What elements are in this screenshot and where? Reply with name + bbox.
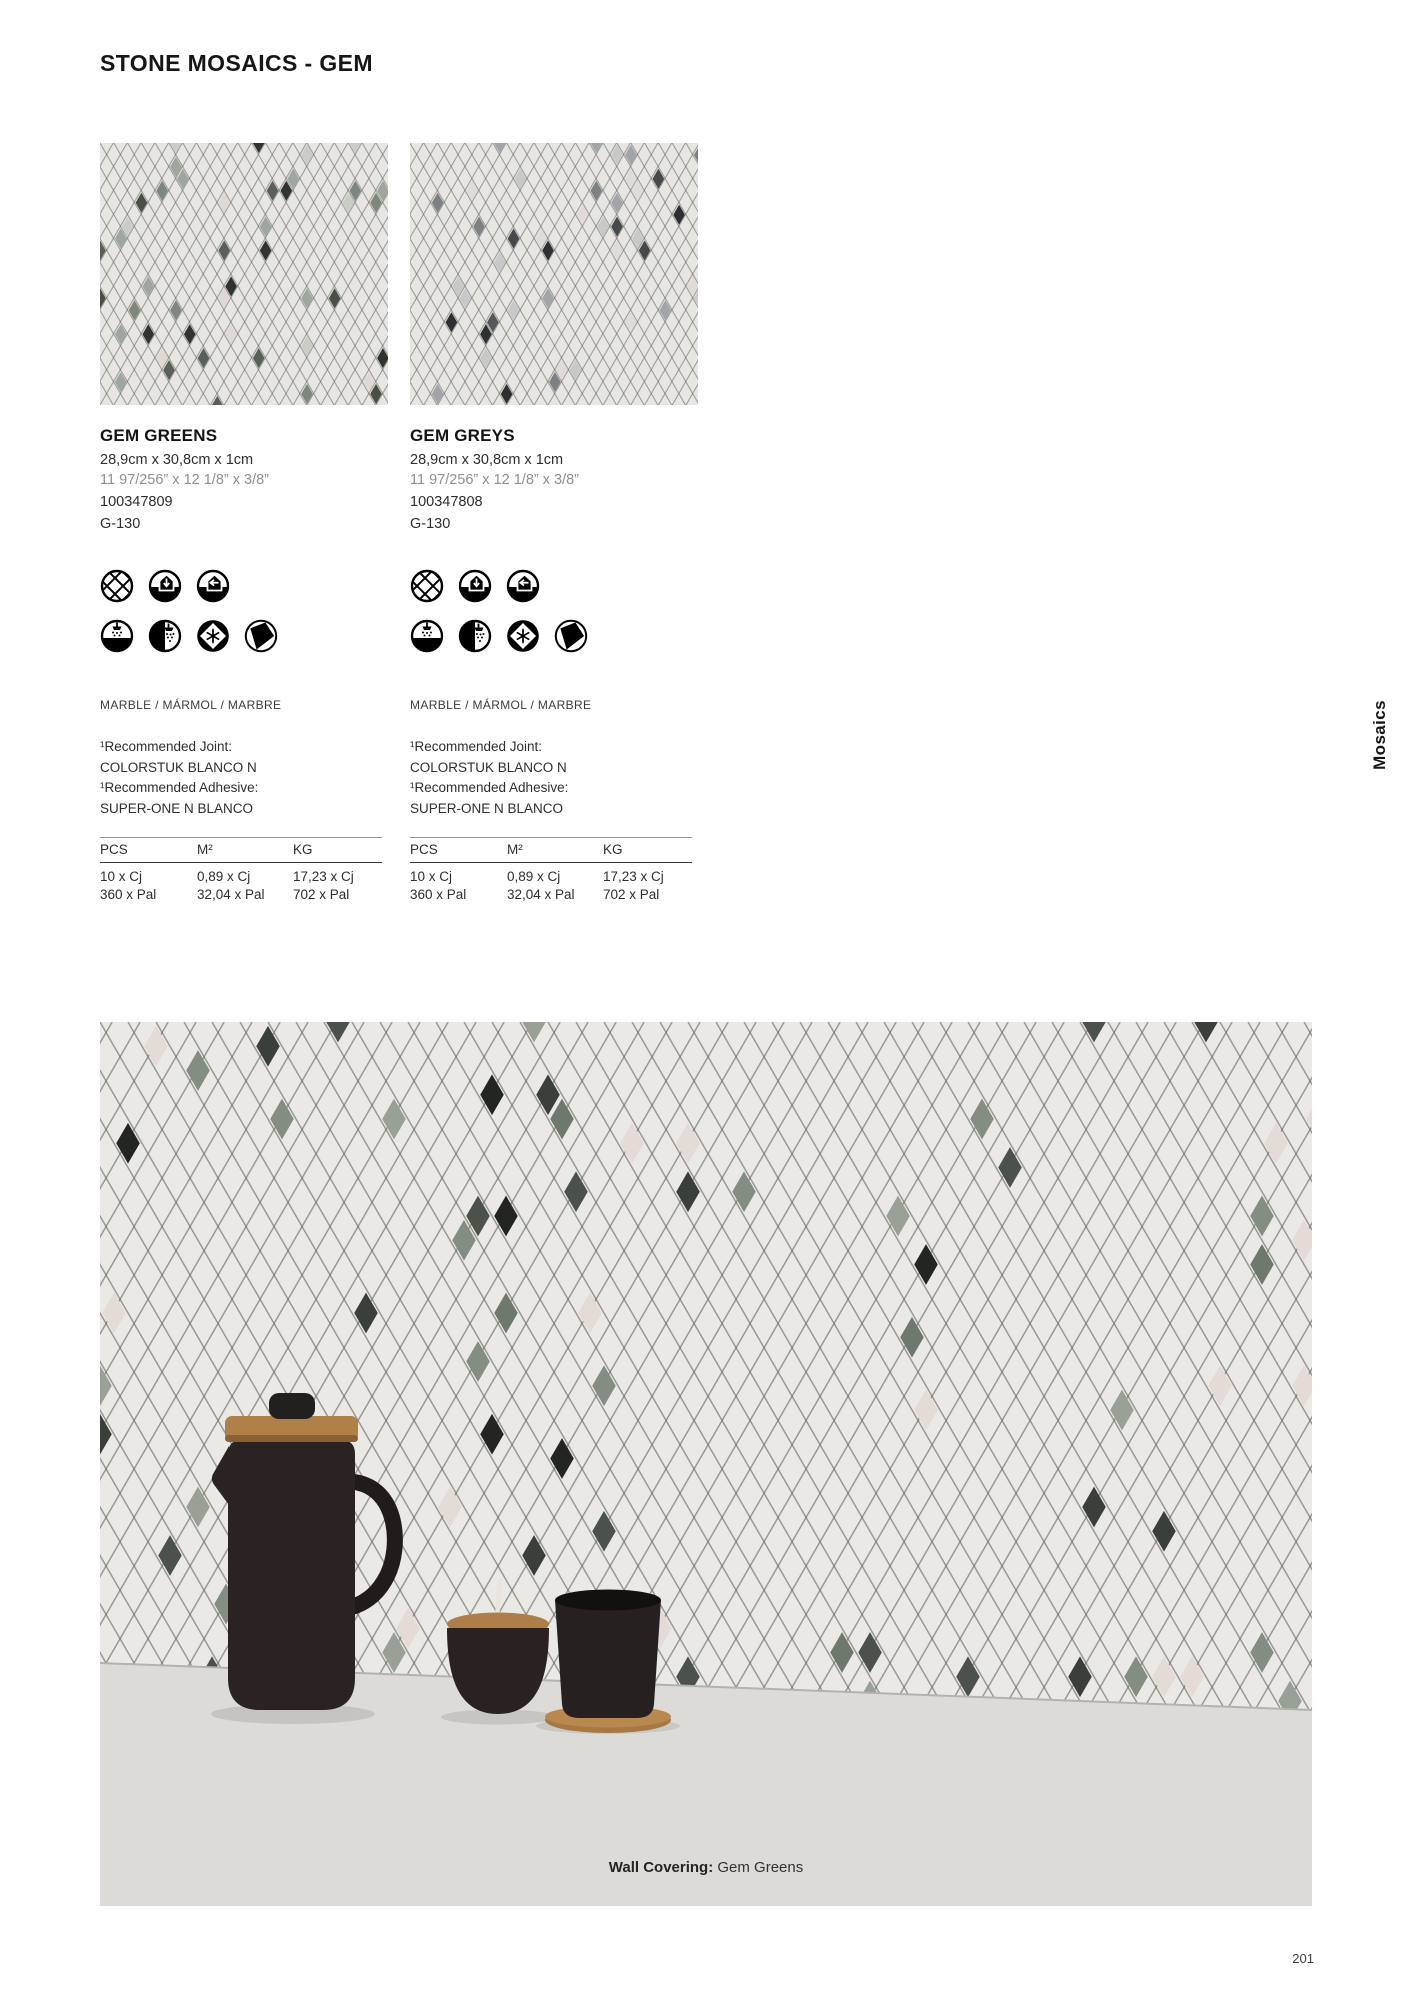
- packing-col-m2: M²: [197, 838, 293, 863]
- table-row: 360 x Pal 32,04 x Pal 702 x Pal: [410, 887, 660, 902]
- product-installation-info: [100, 737, 258, 819]
- packing-col-pcs: PCS: [410, 838, 507, 863]
- page-title: STONE MOSAICS - GEM: [100, 50, 373, 76]
- mesh-icon: [410, 569, 444, 603]
- packing-col-kg: KG: [293, 838, 382, 863]
- product-icon-row-2: [100, 619, 278, 653]
- bathroom-icon: [410, 619, 444, 653]
- table-row: 10 x Cj 0,89 x Cj 17,23 x Cj: [410, 869, 664, 884]
- product-card-gem-greys: [410, 143, 702, 1143]
- adhesive-label: ¹Recommended Adhesive:: [100, 780, 259, 795]
- interior-floor-icon: [458, 569, 492, 603]
- product-icon-row-1: [410, 569, 540, 603]
- product-price-group: G-130: [410, 516, 451, 532]
- french-press-lid-edge: [225, 1435, 358, 1442]
- product-swatch-image: [100, 143, 388, 405]
- product-installation-info: [410, 737, 568, 819]
- product-size-imperial: 11 97/256” x 12 1/8” x 3/8”: [410, 472, 580, 488]
- page-number: 201: [1292, 1951, 1314, 1966]
- photo-caption-label: Wall Covering:: [608, 1859, 714, 1876]
- product-name: GEM GREYS: [410, 426, 515, 445]
- product-icon-row-2: [410, 619, 588, 653]
- shower-icon: [148, 619, 182, 653]
- frost-resistant-icon: [506, 619, 540, 653]
- packing-table: [100, 837, 382, 904]
- packing-col-pcs: PCS: [100, 838, 197, 863]
- bathroom-icon: [100, 619, 134, 653]
- vessel-body: [555, 1600, 661, 1718]
- product-swatch-image: [410, 143, 698, 405]
- table-row: 360 x Pal 32,04 x Pal 702 x Pal: [100, 887, 350, 902]
- product-name: GEM GREENS: [100, 426, 218, 445]
- adhesive-label: ¹Recommended Adhesive:: [410, 780, 569, 795]
- interior-wall-icon: [196, 569, 230, 603]
- product-size-metric: 28,9cm x 30,8cm x 1cm: [410, 452, 564, 468]
- section-tab-mosaics: Mosaics: [1370, 700, 1389, 770]
- packing-table: [410, 837, 692, 904]
- product-icon-row-1: [100, 569, 230, 603]
- packing-table-header-row: [100, 838, 382, 863]
- photo-caption: [100, 1859, 1312, 1876]
- french-press-knob: [269, 1393, 315, 1419]
- frost-resistant-icon: [196, 619, 230, 653]
- product-size-metric: 28,9cm x 30,8cm x 1cm: [100, 452, 254, 468]
- rhombus-piece-icon: [554, 619, 588, 653]
- vessel-opening: [555, 1590, 661, 1611]
- product-material: MARBLE / MÁRMOL / MARBRE: [100, 698, 282, 712]
- joint-label: ¹Recommended Joint:: [410, 739, 543, 754]
- product-sku: 100347808: [410, 494, 483, 510]
- product-card-gem-greens: [100, 143, 392, 1143]
- adhesive-value: SUPER-ONE N BLANCO: [100, 800, 254, 816]
- adhesive-value: SUPER-ONE N BLANCO: [410, 800, 564, 816]
- joint-label: ¹Recommended Joint:: [100, 739, 233, 754]
- product-size-imperial: 11 97/256” x 12 1/8” x 3/8”: [100, 472, 270, 488]
- interior-wall-icon: [506, 569, 540, 603]
- packing-col-kg: KG: [603, 838, 692, 863]
- product-price-group: G-130: [100, 516, 141, 532]
- french-press-body: [228, 1440, 355, 1710]
- packing-table-header-row: [410, 838, 692, 863]
- shower-icon: [458, 619, 492, 653]
- mesh-icon: [100, 569, 134, 603]
- photo-caption-value: Gem Greens: [713, 1859, 804, 1876]
- joint-value: COLORSTUK BLANCO N: [100, 759, 257, 775]
- table-row: 10 x Cj 0,89 x Cj 17,23 x Cj: [100, 869, 354, 884]
- product-sku: 100347809: [100, 494, 173, 510]
- joint-value: COLORSTUK BLANCO N: [410, 759, 567, 775]
- vessel-tall: [545, 1590, 671, 1734]
- lifestyle-photo: [100, 1022, 1312, 1906]
- lifestyle-photo-art: [100, 1022, 1312, 1906]
- packing-col-m2: M²: [507, 838, 603, 863]
- rhombus-piece-icon: [244, 619, 278, 653]
- product-material: MARBLE / MÁRMOL / MARBRE: [410, 698, 592, 712]
- interior-floor-icon: [148, 569, 182, 603]
